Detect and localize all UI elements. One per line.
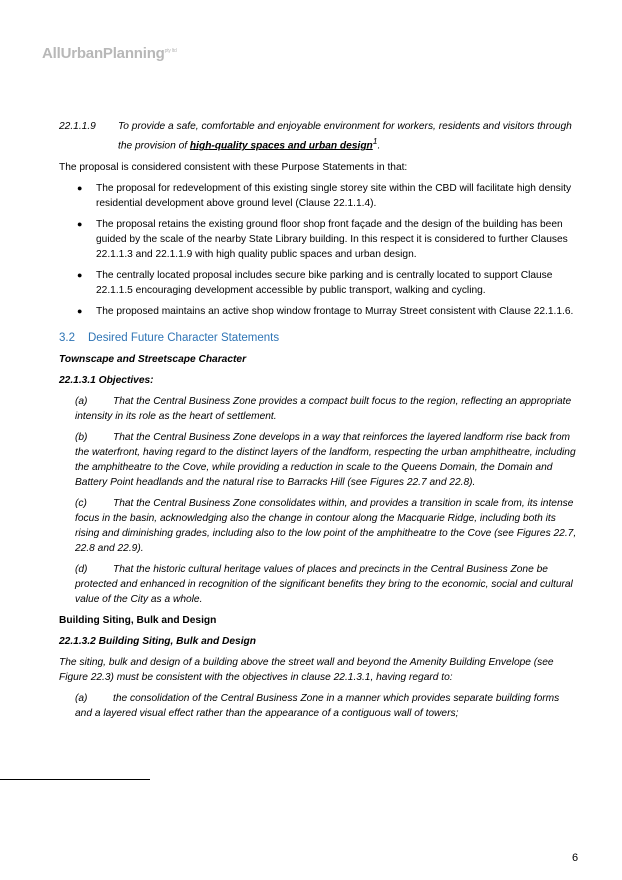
clause-text-before: To provide a safe, comfortable and enjoyable environment for workers, residents and visitors through the provision of [118,121,572,152]
bullet-icon: ● [77,306,83,317]
document-body [59,119,579,727]
objective-text: That the historic cultural heritage values of places and precincts in the Central Business Zone be protected and enhanced in recognition of the significant benefits they bring to the economic, social and cultural value of the City as a whole. [75,564,573,606]
siting-item [59,691,579,721]
clause-text-after: . [377,140,381,152]
list-item [59,181,579,211]
bullet-text: The proposal for redevelopment of this existing single storey site within the CBD will facilitate high density residential development above ground level (Clause 22.1.1.4). [96,183,572,210]
list-item [59,304,579,319]
siting-text: the consolidation of the Central Business Zone in a manner which provides separate building forms and a layered visual effect rather than the appearance of a contiguous wall of towers; [75,693,560,720]
objective-label: (b) [75,432,88,444]
list-item [59,268,579,298]
siting-label: (a) [75,693,88,705]
objective-label: (c) [75,498,87,510]
clause-text [118,119,579,153]
objective-label: (d) [75,564,88,576]
objective-text: That the Central Business Zone provides a compact built focus to the region, reflecting an appropriate intensity in its role as the heart of settlement. [75,396,572,423]
bullet-icon: ● [77,183,83,194]
bullet-text: The centrally located proposal includes secure bike parking and is centrally located to support Clause 22.1.1.5 encouraging development accessible by public transport, walking and cycling. [96,270,553,297]
bullet-icon: ● [77,219,83,230]
page-number: 6 [572,852,579,864]
clause-22132-text: The siting, bulk and design of a building above the street wall and beyond the Amenity Building Envelope (see Figure 22.3) must be consistent with the objectives in clause 22.1.3.1, having regard to: [59,657,554,684]
objectives-heading: 22.1.3.1 Objectives: [59,375,154,387]
objective-item [59,496,579,556]
footnote-ref[interactable]: 1 [372,136,378,146]
objective-item [59,394,579,424]
objective-item [59,562,579,607]
urban-design-link[interactable]: high-quality spaces and urban design [189,140,373,152]
clause-22132-heading: 22.1.3.2 Building Siting, Bulk and Design [59,636,256,648]
section-title: Desired Future Character Statements [88,332,280,345]
objective-item [59,430,579,490]
company-logo [42,44,177,61]
purpose-intro: The proposal is considered consistent with these Purpose Statements in that: [59,162,408,174]
objective-text: That the Central Business Zone develops in a way that reinforces the layered landform rise back from the waterfront, having regard to the distinct layers of the landform, respecting the urban amphitheatre, including the amphitheatre to the Cove, while providing a reduction in scale to the Queens Domain, the Domain and Battery Point headlands and the natural rise to Barracks Hill (see Figures 22.7 and 22.8). [75,432,576,489]
footnote-separator [0,779,150,780]
purpose-bullet-list [59,181,579,319]
section-number: 3.2 [59,332,75,345]
section-heading [59,331,579,346]
bullet-icon: ● [77,270,83,281]
logo-text: AllUrbanPlanning [42,45,165,62]
bullet-text: The proposal retains the existing ground floor shop front façade and the design of the building has been guided by the scale of the nearby State Library building. In this respect it is considered to further Clauses 22.1.1.3 and 22.1.1.9 with high quality public spaces and urban design. [96,219,568,261]
subheading-siting: Building Siting, Bulk and Design [59,615,217,627]
subheading-townscape: Townscape and Streetscape Character [59,354,247,366]
logo-suffix: pty ltd [164,48,177,54]
objective-label: (a) [75,396,88,408]
clause-number: 22.1.1.9 [59,121,96,132]
clause-22119 [59,119,579,153]
list-item [59,217,579,262]
objective-text: That the Central Business Zone consolidates within, and provides a transition in scale from, its intense focus in the basin, acknowledging also the change in contour along the Macquarie Ridge, including both its rising and diminishing grades, including also to the low point of the amphitheatre to the Cove (see Figures 22.7, 22.8 and 22.9). [75,498,577,555]
bullet-text: The proposed maintains an active shop window frontage to Murray Street consistent with Clause 22.1.1.6. [96,306,574,318]
